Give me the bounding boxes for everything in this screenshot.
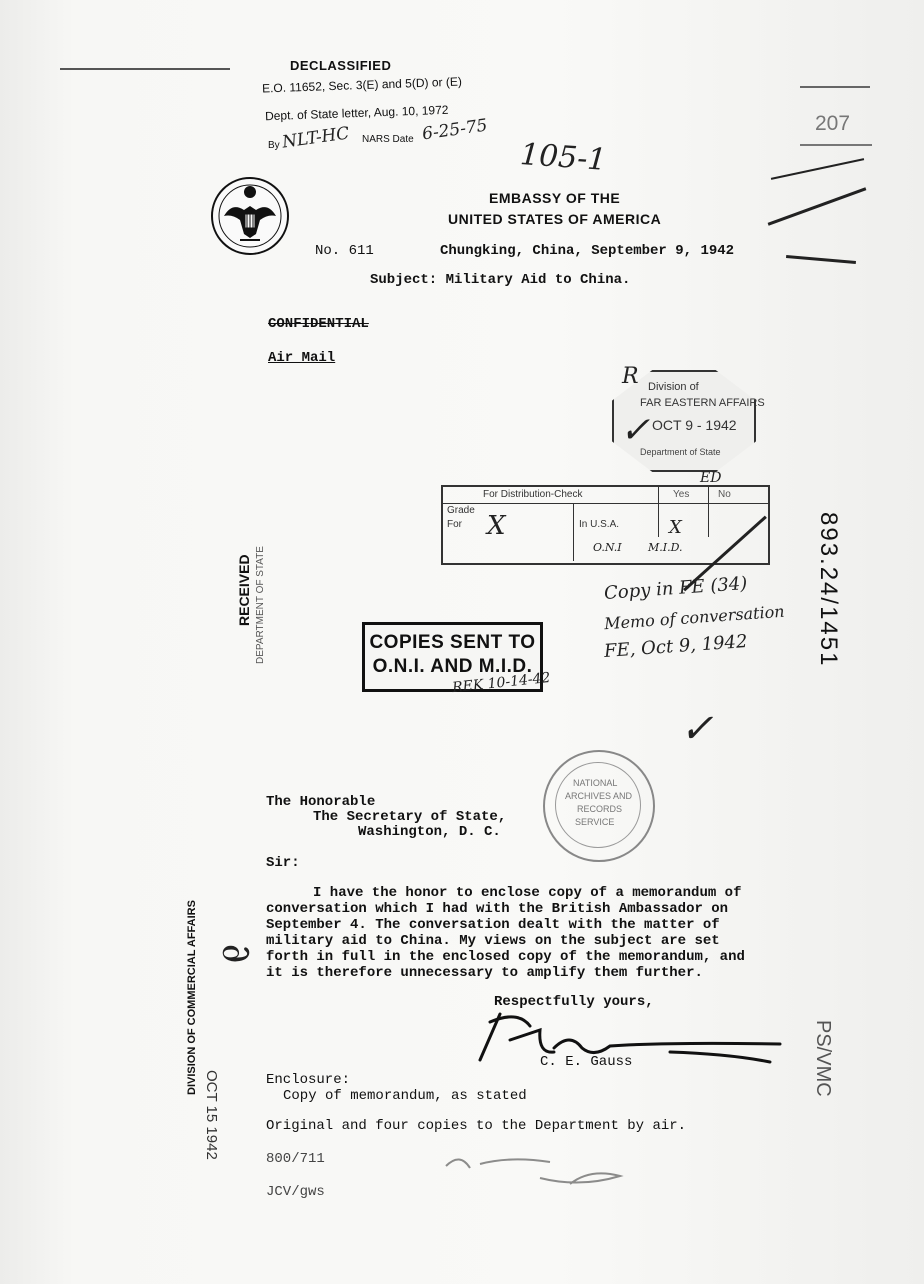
bottom-scribble: [440, 1148, 640, 1198]
stamp-fe-line4: Department of State: [640, 447, 721, 457]
address-line2: The Secretary of State,: [313, 809, 507, 825]
margin-stroke: [768, 187, 867, 225]
address-line1: The Honorable: [266, 794, 376, 810]
seal-line2: ARCHIVES AND: [565, 791, 633, 801]
great-seal-icon: [210, 176, 290, 256]
letterhead-line1: EMBASSY OF THE: [489, 190, 621, 206]
margin-stroke: [771, 158, 864, 180]
left-margin-scribble: ∂: [211, 938, 261, 968]
doc-number: No. 611: [315, 243, 374, 259]
classification-mark: CONFIDENTIAL: [268, 316, 369, 332]
marginal-note-2: Memo of conversation: [603, 601, 786, 634]
declass-by-initials: NLT-HC: [280, 123, 351, 153]
signer: C. E. Gauss: [540, 1054, 633, 1070]
declass-by-label: By: [268, 140, 280, 151]
seal-line3: RECORDS: [577, 804, 623, 814]
declass-authority: E.O. 11652, Sec. 3(E) and 5(D) or (E): [261, 74, 463, 96]
seal-line1: NATIONAL: [573, 778, 618, 788]
copies-stamp-line2: O.N.I. AND M.I.D.: [372, 656, 533, 677]
checkmark-icon: ✓: [680, 706, 714, 752]
page-number-rule: [800, 144, 872, 146]
dist-vline: [708, 487, 709, 537]
margin-stroke: [786, 255, 856, 264]
dist-hline: [443, 503, 768, 504]
dist-x-mark-icon: X: [669, 517, 682, 538]
marginal-note-3: FE, Oct 9, 1942: [603, 631, 749, 662]
dist-mid: M.I.D.: [648, 541, 683, 554]
declass-nars-date: 6-25-75: [420, 115, 489, 145]
commercial-date-stamp: OCT 15 1942: [203, 1070, 220, 1160]
file-number: 893.24/1451: [815, 512, 842, 668]
received-dept: DEPARTMENT OF STATE: [255, 546, 266, 664]
stamp-fe-mark-icon: R: [622, 364, 639, 389]
dist-x-mark-icon: X: [487, 511, 506, 541]
copies-stamp-line1: COPIES SENT TO: [369, 632, 536, 653]
distribution-box: [441, 485, 770, 565]
subject-line: Subject: Military Aid to China.: [370, 272, 631, 288]
address-line3: Washington, D. C.: [358, 824, 501, 840]
stamp-fe-line3: OCT 9 - 1942: [652, 417, 737, 433]
typist-initials: JCV/gws: [266, 1184, 325, 1200]
declass-title: DECLASSIFIED: [290, 58, 392, 73]
letterhead-line2: UNITED STATES OF AMERICA: [448, 211, 662, 227]
dist-vline: [658, 487, 659, 537]
declass-nars-label: NARS Date: [362, 134, 414, 145]
dist-header: For Distribution-Check: [483, 489, 583, 500]
copies-initials: REK 10-14-42: [451, 669, 552, 697]
dist-for: For: [447, 519, 462, 530]
body-line: conversation which I had with the British Ambassador on: [266, 901, 729, 917]
dist-vline: [573, 503, 574, 561]
body-line: it is therefore unnecessary to amplify them further.: [266, 965, 703, 981]
enclosure-item: Copy of memorandum, as stated: [283, 1088, 527, 1104]
stamp-fe-check-icon: ✓: [620, 410, 651, 451]
copies-note: Original and four copies to the Department by air.: [266, 1118, 687, 1134]
dist-onf: O.N.I: [593, 541, 622, 554]
file-code: 800/711: [266, 1151, 325, 1167]
body-line: military aid to China. My views on the subject are set: [266, 933, 720, 949]
stamp-fe-line1: Division of: [648, 381, 699, 393]
closing: Respectfully yours,: [494, 994, 654, 1010]
body-line: September 4. The conversation dealt with the matter of: [266, 917, 720, 933]
enclosure-label: Enclosure:: [266, 1072, 351, 1088]
air-mail: Air Mail: [268, 350, 336, 366]
place-date: Chungking, China, September 9, 1942: [440, 243, 735, 259]
page-number: 207: [815, 112, 851, 135]
declass-letter: Dept. of State letter, Aug. 10, 1972: [264, 102, 449, 124]
stamp-fe-initial-icon: ED: [700, 470, 722, 486]
archives-seal: [543, 750, 655, 862]
body-line: I have the honor to enclose copy of a memorandum of: [313, 885, 742, 901]
scan-line: [800, 86, 870, 88]
seal-line4: SERVICE: [575, 817, 615, 827]
handwritten-number: 105-1: [518, 137, 608, 178]
received-stamp: RECEIVED: [236, 554, 252, 626]
dist-grade: Grade: [447, 505, 475, 516]
dist-col-no: No: [718, 489, 731, 500]
commercial-affairs-stamp: DIVISION OF COMMERCIAL AFFAIRS: [186, 900, 198, 1095]
stamp-fe-line2: FAR EASTERN AFFAIRS: [640, 397, 765, 409]
ps-vmc-mark: PS/VMC: [812, 1020, 834, 1097]
dist-col-yes: Yes: [673, 489, 690, 500]
scan-line: [60, 68, 230, 70]
body-line: forth in full in the enclosed copy of the memorandum, and: [266, 949, 745, 965]
marginal-note-1: Copy in FE (34): [603, 573, 748, 604]
dist-in-usa: In U.S.A.: [579, 519, 620, 530]
salutation: Sir:: [266, 855, 300, 871]
